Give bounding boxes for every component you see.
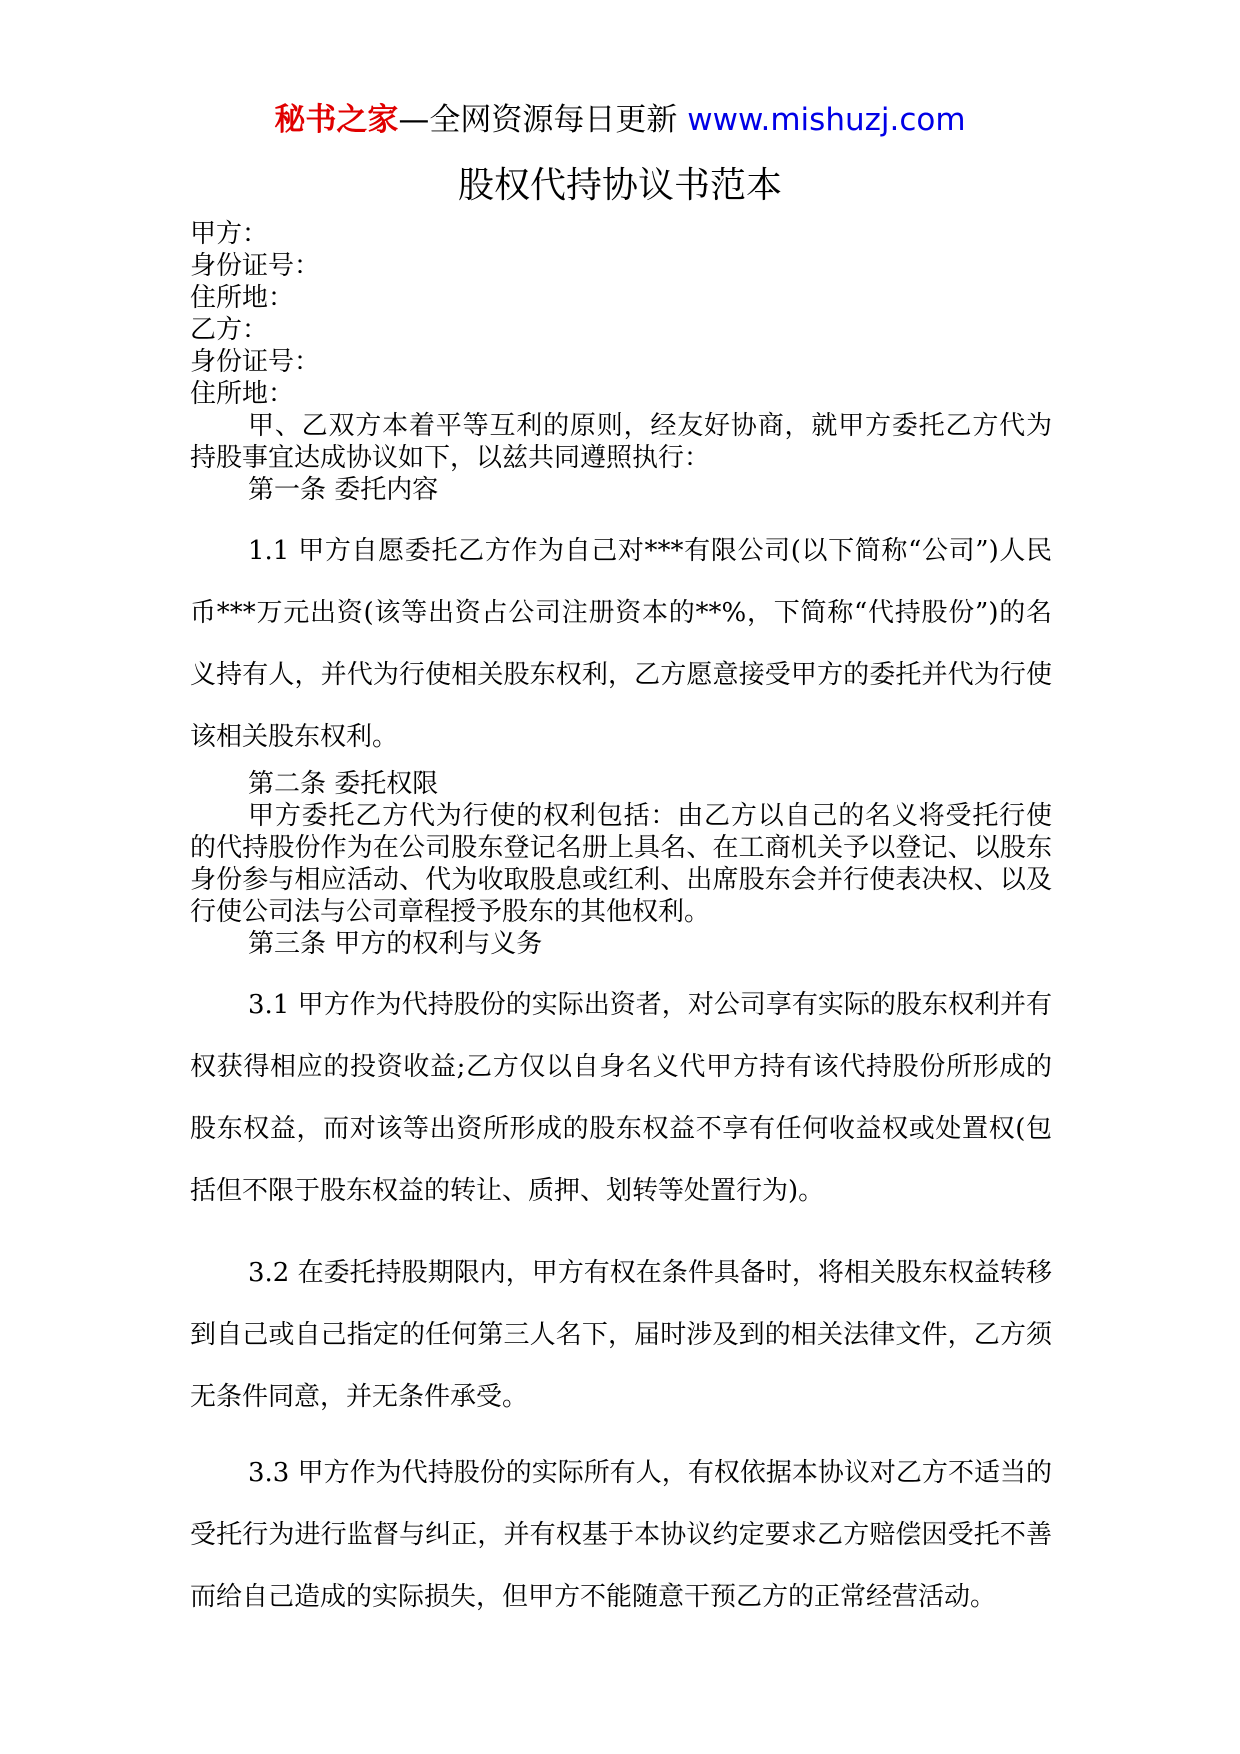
intro-paragraph: 甲、乙双方本着平等互利的原则，经友好协商，就甲方委托乙方代为持股事宜达成协议如下，以兹共同遵照执行： [190, 411, 1052, 473]
party-a-address-label: 住所地： [190, 283, 295, 313]
site-url-link[interactable]: www.mishuzj.com [687, 102, 966, 138]
site-brand: 秘书之家 [274, 102, 399, 138]
site-header [0, 100, 1240, 140]
party-a-id-label: 身份证号： [190, 251, 321, 281]
clause-3-3: 3.3 甲方作为代持股份的实际所有人，有权依据本协议对乙方不适当的受托行为进行监督与纠正，并有权基于本协议约定要求乙方赔偿因受托不善而给自己造成的实际损失，但甲方不能随意干预乙方的正常经营活动。 [190, 1458, 1052, 1612]
document-title: 股权代持协议书范本 [457, 165, 782, 206]
article-2-body: 甲方委托乙方代为行使的权利包括：由乙方以自己的名义将受托行使的代持股份作为在公司股东登记名册上具名、在工商机关予以登记、以股东身份参与相应活动、代为收取股息或红利、出席股东会并行使表决权、以及行使公司法与公司章程授予股东的其他权利。 [190, 801, 1052, 927]
clause-3-1: 3.1 甲方作为代持股份的实际出资者，对公司享有实际的股东权利并有权获得相应的投资收益;乙方仅以自身名义代甲方持有该代持股份所形成的股东权益，而对该等出资所形成的股东权益不享有任何收益权或处置权(包括但不限于股东权益的转让、质押、划转等处置行为)。 [190, 990, 1052, 1206]
site-tagline: —全网资源每日更新 [398, 102, 688, 138]
clause-1-1: 1.1 甲方自愿委托乙方作为自己对***有限公司(以下简称“公司”)人民币***万元出资(该等出资占公司注册资本的**%，下简称“代持股份”)的名义持有人，并代为行使相关股东权利，乙方愿意接受甲方的委托并代为行使该相关股东权利。 [190, 536, 1052, 752]
party-b-id-label: 身份证号： [190, 347, 321, 377]
party-b-address-label: 住所地： [190, 379, 295, 409]
party-a-label: 甲方： [190, 219, 269, 249]
document-body [190, 218, 1052, 1628]
article-2-heading: 第二条 委托权限 [248, 769, 439, 799]
article-3-heading: 第三条 甲方的权利与义务 [248, 929, 543, 959]
article-1-heading: 第一条 委托内容 [248, 475, 439, 505]
clause-3-2: 3.2 在委托持股期限内，甲方有权在条件具备时，将相关股东权益转移到自己或自己指定的任何第三人名下，届时涉及到的相关法律文件，乙方须无条件同意，并无条件承受。 [190, 1258, 1052, 1412]
party-b-label: 乙方： [190, 315, 269, 345]
